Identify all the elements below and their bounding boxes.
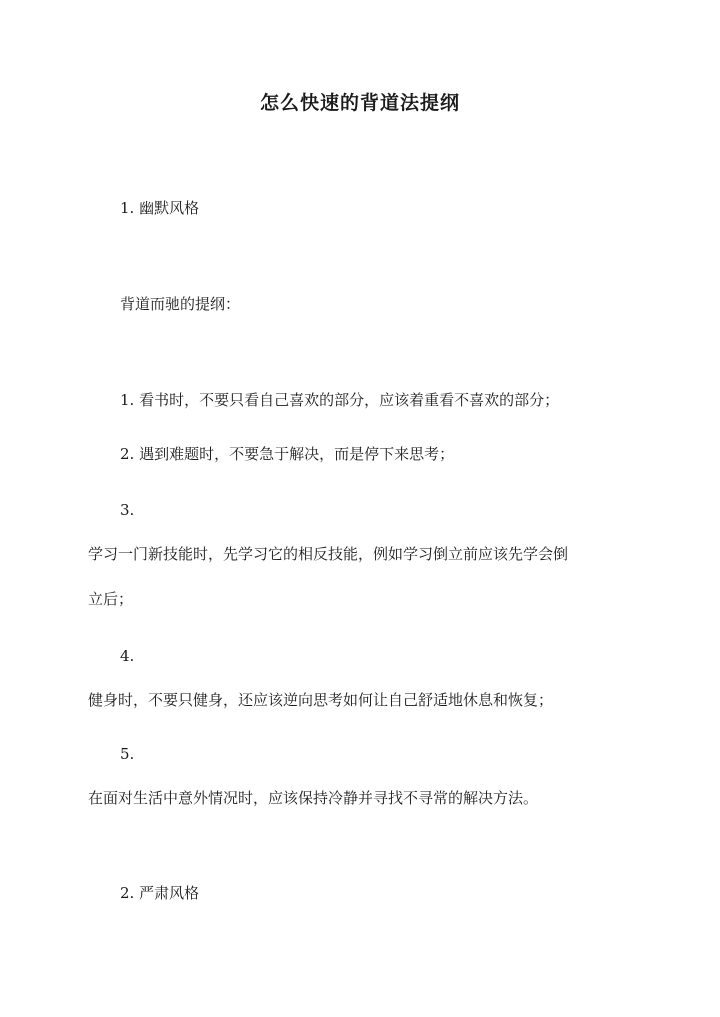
list-item-5-text: 在面对生活中意外情况时，应该保持冷静并寻找不寻常的解决方法。	[88, 789, 539, 807]
list-item-1: 1. 看书时，不要只看自己喜欢的部分，应该着重看不喜欢的部分；	[120, 391, 560, 409]
outline-intro: 背道而驰的提纲：	[120, 295, 241, 313]
list-item-3-number: 3.	[120, 501, 135, 519]
section-heading-serious: 2. 严肃风格	[120, 884, 200, 902]
document-title: 怎么快速的背道法提纲	[259, 92, 460, 114]
list-item-5-number: 5.	[120, 745, 135, 763]
section-heading-humor: 1. 幽默风格	[120, 199, 200, 217]
list-item-4-number: 4.	[120, 647, 135, 665]
list-item-3-line1: 学习一门新技能时，先学习它的相反技能，例如学习倒立前应该先学会倒	[88, 545, 569, 563]
list-item-2: 2. 遇到难题时，不要急于解决，而是停下来思考；	[120, 445, 455, 463]
list-item-3-line2: 立后；	[88, 590, 134, 608]
list-item-4-text: 健身时，不要只健身，还应该逆向思考如何让自己舒适地休息和恢复；	[88, 691, 554, 709]
